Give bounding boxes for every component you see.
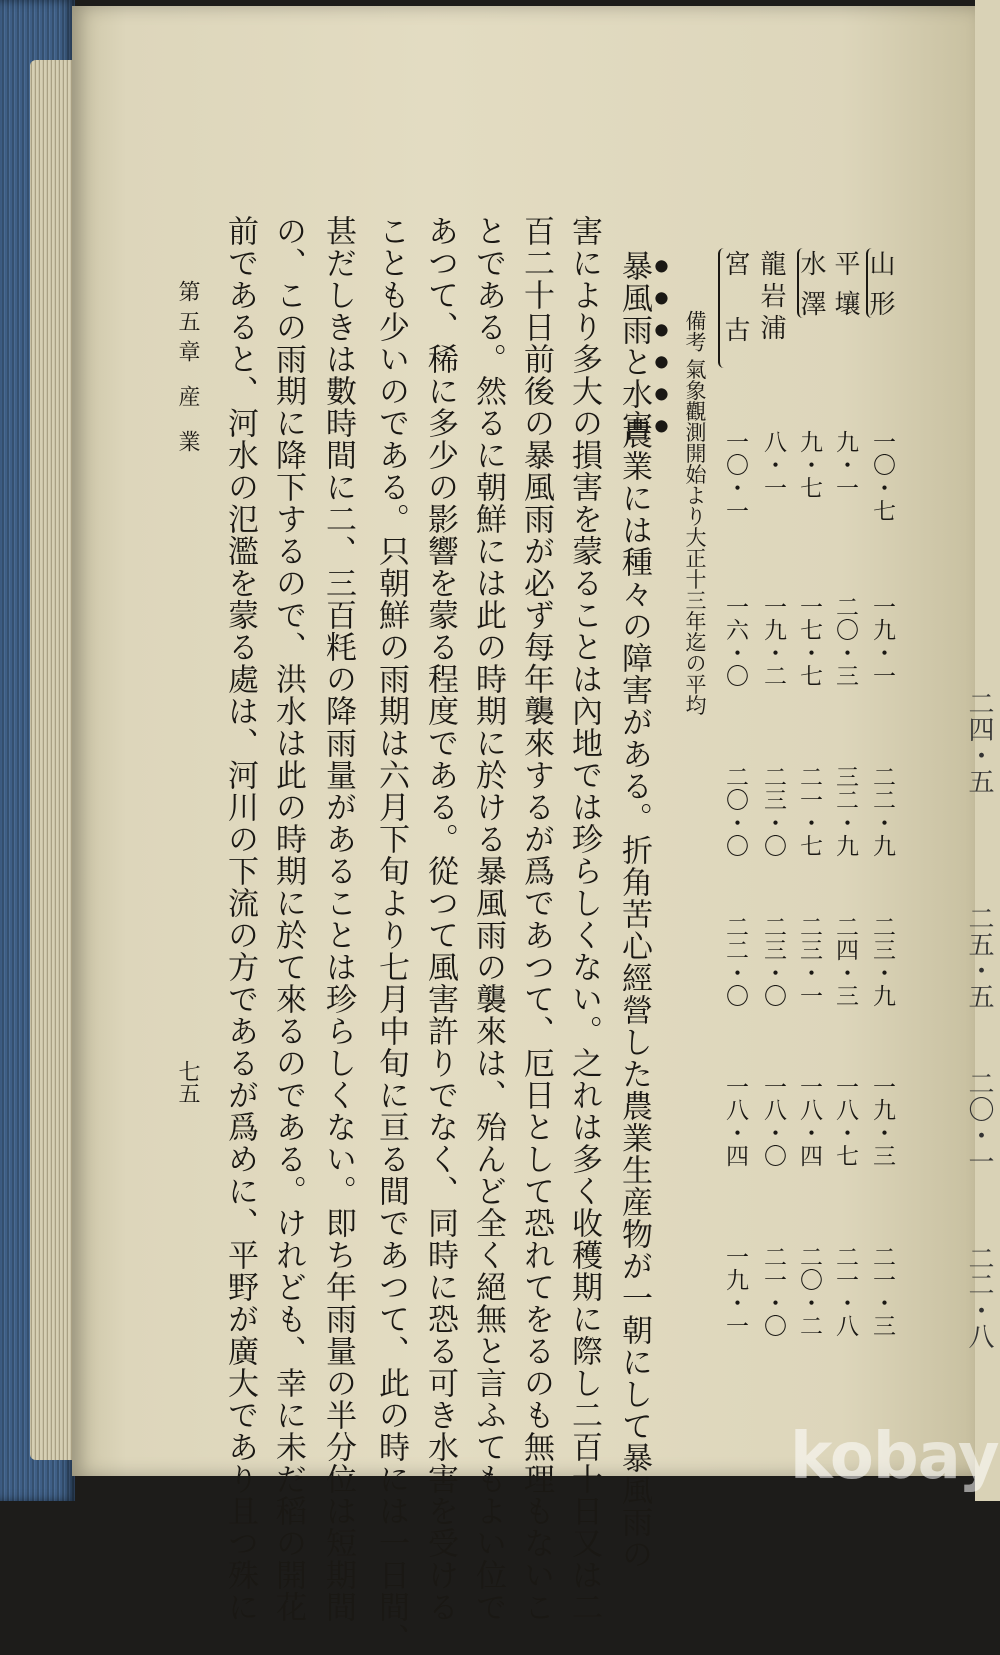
table-cell: 一九・一 <box>869 595 895 687</box>
table-cell: 二〇・二 <box>796 1245 822 1337</box>
table-cell: 二一・七 <box>796 765 822 857</box>
table-cell: 二〇・〇 <box>722 765 748 857</box>
next-page-fragment: 二二・八 <box>964 1245 994 1349</box>
table-cell: 一〇・一 <box>722 430 748 522</box>
text-line: 害により多大の損害を蒙ることは內地では珍らしくない。之れは多く收穫期に際し二百十日又は二 <box>566 215 602 1623</box>
table-cell: 九・一 <box>832 430 858 499</box>
text-line: 前であると、河水の氾濫を蒙る處は、河川の下流の方であるが爲めに、平野が廣大であり且つ殊に <box>222 215 258 1623</box>
table-cell: 二一・八 <box>832 1245 858 1337</box>
next-page-fragment: 二四・五 <box>964 690 994 794</box>
table-cell: 一九・二 <box>760 595 786 687</box>
table-cell: 二二・九 <box>869 765 895 857</box>
table-cell: 一〇・七 <box>869 430 895 522</box>
next-page-fragment: 二〇・一 <box>964 1070 994 1174</box>
table-note: 備考 氣象觀測開始より大正十三年迄の平均 <box>683 310 707 716</box>
table-cell: 二三・一 <box>796 915 822 1007</box>
text-line: 農業には種々の障害がある。折角苦心經營した農業生産物が一朝にして暴風雨の <box>616 418 652 1570</box>
text-line: 百二十日前後の暴風雨が必ず每年襲來するが爲であつて、厄日として恐れてをるのも無理もないこ <box>518 215 554 1623</box>
section-heading: 暴風雨と水害 <box>616 250 652 442</box>
table-cell: 二〇・三 <box>832 595 858 687</box>
table-cell: 八・一 <box>760 430 786 499</box>
station-name: 平壤 <box>830 250 860 330</box>
table-cell: 一七・七 <box>796 595 822 687</box>
text-line: 甚だしきは數時間に二、三百粍の降雨量があることは珍らしくない。即ち年雨量の半分位は短期間 <box>320 215 356 1623</box>
table-cell: 一八・七 <box>832 1075 858 1167</box>
station-name: 水澤 <box>796 250 826 330</box>
table-cell: 一八・四 <box>722 1075 748 1167</box>
table-cell: 二二・〇 <box>722 915 748 1007</box>
table-cell: 二四・三 <box>832 915 858 1007</box>
next-page-fragment: 二五・五 <box>964 905 994 1009</box>
table-cell: 一九・三 <box>869 1075 895 1167</box>
table-cell: 二三・〇 <box>760 765 786 857</box>
page-number: 七五 <box>175 1060 200 1104</box>
next-page-strip <box>964 0 1000 1501</box>
text-line: ことも少いのである。只朝鮮の雨期は六月下旬より七月中旬に亘る間であつて、此の時には一日間、 <box>373 215 409 1655</box>
chapter-footer: 第五章 産 業 <box>175 280 200 460</box>
text-line: とである。然るに朝鮮には此の時期に於ける暴風雨の襲來は、殆んど全く絕無と言ふてもよい位で <box>470 215 506 1623</box>
table-cell: 二三・九 <box>869 915 895 1007</box>
text-line: あつて、稀に多少の影響を蒙る程度である。從つて風害許りでなく、同時に恐る可き水害を受ける <box>422 215 458 1623</box>
table-cell: 一八・四 <box>796 1075 822 1167</box>
station-name: 宮古 <box>720 250 750 382</box>
table-cell: 九・七 <box>796 430 822 499</box>
table-cell: 二三・〇 <box>760 915 786 1007</box>
table-cell: 二一・三 <box>869 1245 895 1337</box>
text-line: の、この雨期に降下するので、洪水は此の時期に於て來るのである。けれども、幸に未だ稻の開花 <box>270 215 306 1623</box>
table-cell: 一八・〇 <box>760 1075 786 1167</box>
table-cell: 一六・〇 <box>722 595 748 687</box>
watermark: kobay <box>790 1420 999 1494</box>
table-cell: 三二・九 <box>832 765 858 857</box>
table-cell: 二一・〇 <box>760 1245 786 1337</box>
station-name: 龍岩浦 <box>756 250 786 346</box>
station-name: 山形 <box>865 250 895 330</box>
table-cell: 一九・一 <box>722 1245 748 1337</box>
